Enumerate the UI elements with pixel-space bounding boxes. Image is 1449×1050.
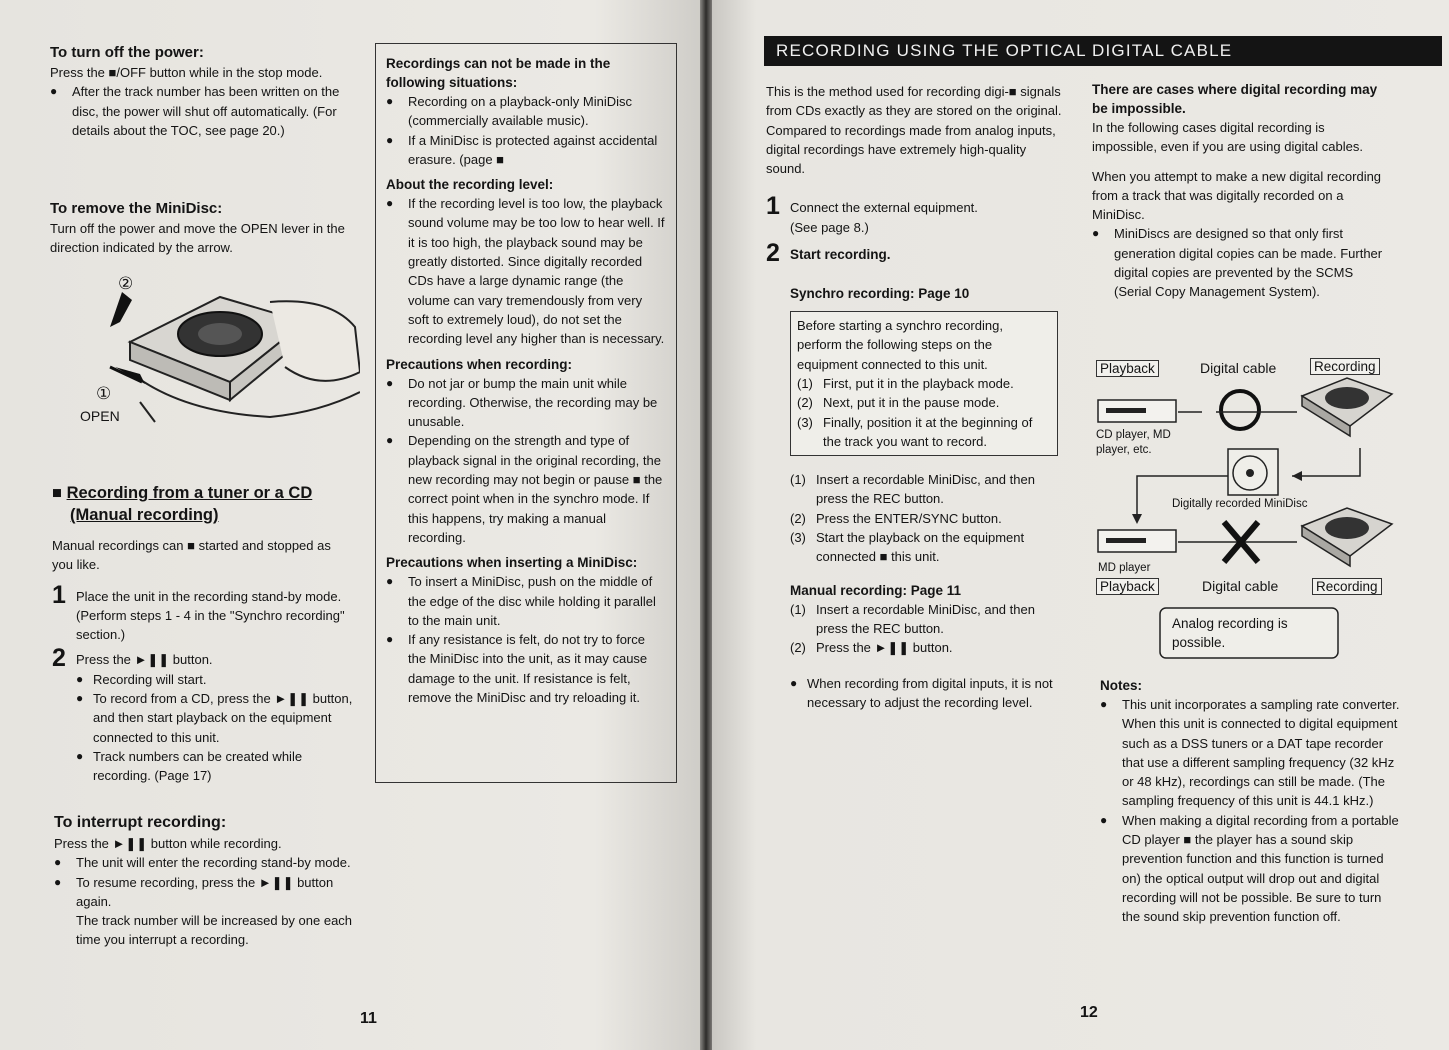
list-item: ● Recording on a playback-only MiniDisc (commercially available music). [386, 92, 666, 131]
list-item [790, 528, 1064, 567]
page-number-right: 12 [1080, 1004, 1098, 1021]
list-item: ● To record from a CD, press the ►❚❚ button, and then start playback on the equipment connected to this unit. [76, 689, 354, 747]
level-heading: About the recording level: [386, 177, 554, 193]
square-bullet-icon: ■ [52, 484, 62, 502]
optical-step-2 [766, 239, 1064, 268]
step-1-number: 1 [52, 580, 66, 609]
cases-heading: There are cases where digital recording may be impossible. [1092, 82, 1378, 116]
tuner-intro: Manual recordings can ■ started and stopped as you like. [52, 538, 331, 573]
interrupt-text: Press the ►❚❚ button while recording. [54, 836, 282, 851]
optical-step-1 [766, 192, 1064, 237]
list-item [790, 470, 1064, 509]
interrupt-heading: To interrupt recording: [54, 814, 227, 831]
optical-step-1-text: Connect the external equipment. [790, 200, 978, 216]
tuner-heading [52, 482, 354, 526]
list-item: ● To insert a MiniDisc, push on the middle of the edge of the disc while holding it parallel to the main unit. [386, 572, 666, 630]
inserting-heading: Precautions when inserting a MiniDisc: [386, 555, 638, 571]
digital-cable-label-top: Digital cable [1200, 360, 1277, 376]
list-item: ● Depending on the strength and type of playback signal in the original recording, the new recording may not begin or pause ■ the correct point when in the synchro mode. If this happens, try making a manual recording. [386, 431, 666, 547]
playback-label-top: Playback [1096, 360, 1159, 377]
optical-step-1-sub: (See page 8.) [790, 219, 869, 235]
list-item: ● Do not jar or bump the main unit while recording. Otherwise, the recording may be unusable. [386, 374, 666, 432]
playback-label-bottom: Playback [1096, 578, 1159, 595]
power-off-text: Press the ■/OFF button while in the stop mode. [50, 65, 323, 80]
list-item [790, 638, 1064, 657]
list-item: ● The unit will enter the recording stand-by mode. [54, 853, 354, 872]
recording-notes-box [375, 43, 677, 783]
list-item: ● If any resistance is felt, do not try to force the MiniDisc into the unit, as it may cause damage to the unit. If resistance is felt, remove the MiniDisc and try reloading it. [386, 630, 666, 707]
list-item [797, 393, 1051, 412]
tuner-heading-line2: (Manual recording) [70, 506, 219, 524]
optical-step-2-text: Start recording. [790, 247, 891, 263]
synchro-box-intro: Before starting a synchro recording, perform the following steps on the equipment connected to this unit. [797, 318, 1003, 372]
list-item: ● MiniDiscs are designed so that only first generation digital copies can be made. Further digital copies are prevented by the SCMS (Serial Copy Management System). [1092, 224, 1392, 301]
interrupt-bullet2-text: To resume recording, press the ►❚❚ button again. [76, 874, 334, 909]
right-right-column [1092, 80, 1392, 302]
power-off-heading: To turn off the power: [50, 44, 204, 61]
cd-player-label: CD player, MD player, etc. [1096, 429, 1171, 456]
step-index: (1) [797, 375, 813, 391]
right-left-column [766, 82, 1064, 712]
step-2-number: 2 [766, 239, 780, 268]
list-item [797, 374, 1051, 393]
remove-heading: To remove the MiniDisc: [50, 200, 223, 217]
list-item: ● Track numbers can be created while recording. (Page 17) [76, 747, 354, 786]
marker-2: ② [118, 274, 134, 293]
list-item: ● Recording will start. [76, 670, 354, 689]
minidisc-removal-illustration [70, 272, 360, 432]
synchro-heading: Synchro recording: Page 10 [790, 286, 970, 302]
list-item [790, 600, 1064, 639]
intro-text: This is the method used for recording digi-■ signals from CDs exactly as they are stored on the original. Compared to recordings made from analog inputs, digital recordings have extremely high-quality sound. [766, 84, 1062, 177]
list-item [54, 873, 354, 950]
step-text: First, put it in the playback mode. [823, 375, 1014, 391]
step-index: (3) [797, 414, 813, 430]
step-index: (2) [797, 395, 813, 411]
list-item [790, 509, 1064, 528]
section-banner: RECORDING USING THE OPTICAL DIGITAL CABLE [764, 36, 1442, 66]
list-item: ● If a MiniDisc is protected against accidental erasure. (page ■ [386, 131, 666, 170]
list-item [1100, 695, 1400, 811]
digital-copy-diagram [1092, 356, 1402, 668]
recording-label-bottom: Recording [1312, 578, 1382, 595]
attempt-text: When you attempt to make a new digital recording from a track that was digitally recorded on a MiniDisc. [1092, 168, 1382, 223]
note-1-extra: When this unit is connected to digital equipment such as a DSS tuners or a DAT tape recorder that use a different sampling frequency (32 kHz or 48 kHz), recordings can still be made. (The sampling frequency of this unit is 44.1 kHz.) [1122, 716, 1398, 809]
tuner-recording-section [52, 482, 354, 786]
list-item [797, 413, 1051, 452]
analog-possible-label: Analog recording is possible. [1172, 616, 1288, 650]
manual-heading: Manual recording: Page 11 [790, 582, 962, 598]
open-label: OPEN [80, 408, 120, 424]
left-page [0, 0, 700, 1050]
list-item: ● If the recording level is too low, the playback sound volume may be too low to hear well. If it is too high, the playback sound may be greatly distorted. Since digitally recorded CDs have a large dynamic range (the volume can vary tremendously from very soft to extremely loud), do not set the recording level any higher than is necessary. [386, 194, 666, 348]
interrupt-bullet2-extra: The track number will be increased by one each time you interrupt a recording. [76, 913, 353, 948]
step-text: Insert a recordable MiniDisc, and then press the REC button. [816, 601, 1035, 636]
tuner-step-2 [52, 644, 354, 785]
remove-text: Turn off the power and move the OPEN lever in the direction indicated by the arrow. [50, 221, 345, 256]
notes-section [1100, 676, 1400, 927]
synchro-prep-box [790, 311, 1058, 456]
step-index: (3) [790, 530, 806, 546]
step-1-number: 1 [766, 192, 780, 221]
notes-heading: Notes: [1100, 678, 1143, 693]
recording-label-top: Recording [1310, 358, 1380, 375]
situations-heading: Recordings can not be made in the following situations: [386, 56, 611, 90]
step-text: Press the ENTER/SYNC button. [816, 510, 1002, 526]
step-text: Next, put it in the pause mode. [823, 395, 1000, 411]
step-text: Finally, position it at the beginning of the track you want to record. [823, 414, 1033, 449]
page-number-left: 11 [360, 1010, 377, 1027]
right-page [712, 0, 1449, 1050]
list-item: ● When recording from digital inputs, it is not necessary to adjust the recording level. [790, 674, 1064, 713]
digital-cable-label-bottom: Digital cable [1202, 578, 1279, 594]
tuner-step-1 [52, 580, 354, 645]
interrupt-section [54, 814, 354, 950]
digitally-recorded-label: Digitally recorded MiniDisc [1172, 498, 1308, 510]
note-1-text: This unit incorporates a sampling rate converter. [1122, 697, 1400, 712]
tuner-step-1-text: Place the unit in the recording stand-by mode. (Perform steps 1 - 4 in the "Synchro recording" section.) [76, 588, 345, 643]
step-text: Insert a recordable MiniDisc, and then press the REC button. [816, 472, 1035, 507]
tuner-heading-line1: Recording from a tuner or a CD [66, 484, 313, 502]
step-text: Start the playback on the equipment connected ■ this unit. [816, 530, 1025, 565]
marker-1: ① [96, 384, 112, 403]
step-2-number: 2 [52, 644, 66, 673]
step-text: Press the ►❚❚ button. [816, 640, 953, 656]
step-index: (1) [790, 601, 806, 617]
power-off-section [50, 44, 350, 140]
step-index: (1) [790, 472, 806, 488]
step-index: (2) [790, 640, 806, 656]
book-gutter [700, 0, 712, 1050]
step-index: (2) [790, 510, 806, 526]
power-off-bullet: ● After the track number has been written on the disc, the power will shut off automatically. (For details about the TOC, see page 20.) [50, 82, 350, 140]
remove-section [50, 200, 350, 258]
cases-text: In the following cases digital recording is impossible, even if you are using digital cables. [1092, 120, 1363, 155]
md-player-label: MD player [1098, 562, 1151, 574]
list-item: ● When making a digital recording from a portable CD player ■ the player has a sound skip prevention function and this function is turned on) the optical output will drop out and digital recording will not be possible. Be sure to turn the sound skip prevention function off. [1100, 811, 1400, 927]
tuner-step-2-text: Press the ►❚❚ button. [76, 652, 213, 668]
precautions-heading: Precautions when recording: [386, 356, 573, 372]
